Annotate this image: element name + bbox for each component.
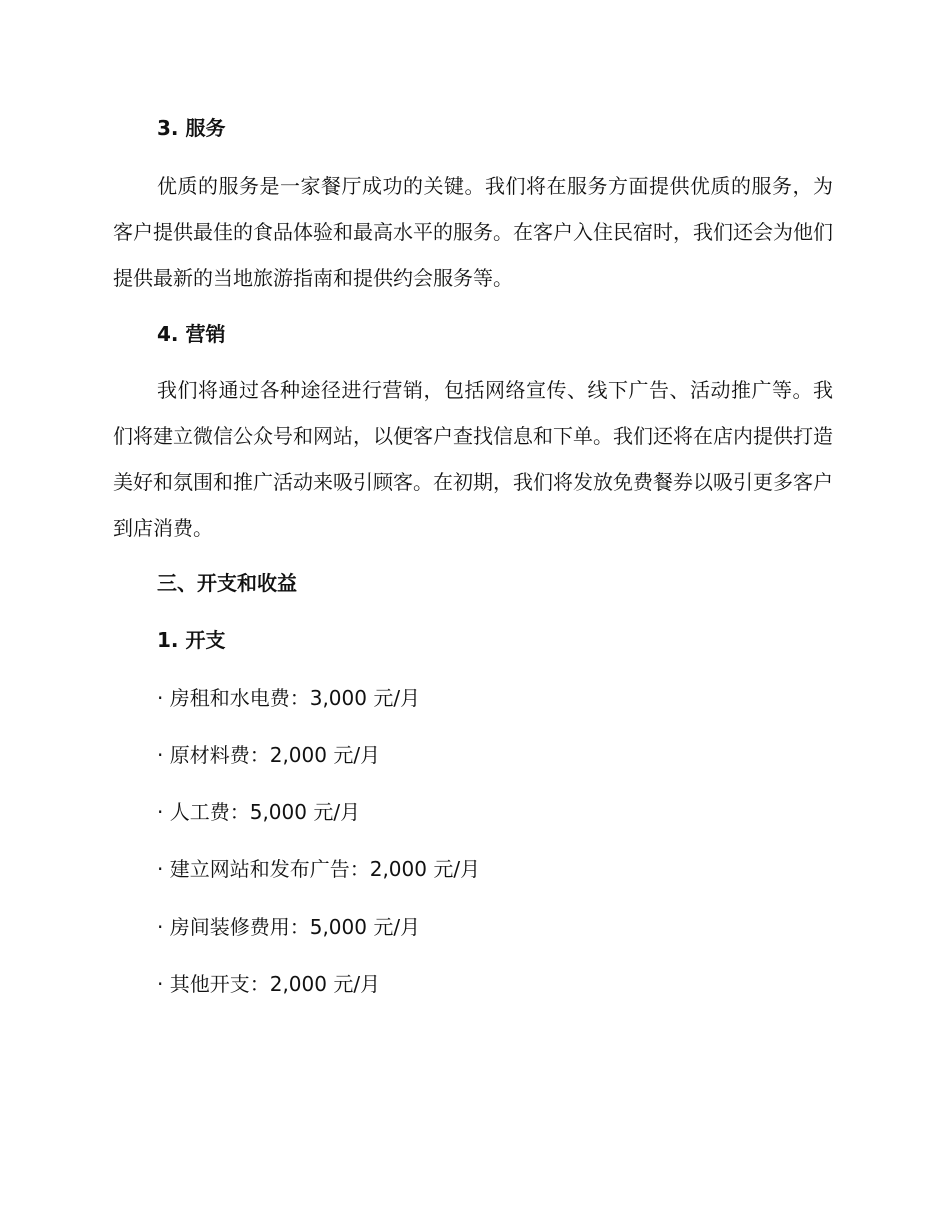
marketing-heading: 4. 营销 <box>157 322 226 346</box>
service-heading: 3. 服务 <box>157 116 226 140</box>
expense-item-materials: · 原材料费：2,000 元/月 <box>157 743 381 767</box>
service-paragraph: 优质的服务是一家餐厅成功的关键。我们将在服务方面提供优质的服务，为客户提供最佳的食品体验和最高水平的服务。在客户入住民宿时，我们还会为他们提供最新的当地旅游指南和提供约会服务等。 <box>113 174 833 290</box>
expense-subheading: 1. 开支 <box>157 628 226 652</box>
finance-heading: 三、开支和收益 <box>157 571 297 595</box>
expense-item-rent: · 房租和水电费：3,000 元/月 <box>157 686 421 710</box>
marketing-paragraph: 我们将通过各种途径进行营销，包括网络宣传、线下广告、活动推广等。我们将建立微信公众号和网站，以便客户查找信息和下单。我们还将在店内提供打造美好和氛围和推广活动来吸引顾客。在初期，我们将发放免费餐券以吸引更多客户到店消费。 <box>113 378 833 540</box>
expense-item-other: · 其他开支：2,000 元/月 <box>157 972 381 996</box>
expense-item-website-ads: · 建立网站和发布广告：2,000 元/月 <box>157 857 481 881</box>
expense-item-labor: · 人工费：5,000 元/月 <box>157 800 361 824</box>
expense-item-renovation: · 房间装修费用：5,000 元/月 <box>157 915 421 939</box>
